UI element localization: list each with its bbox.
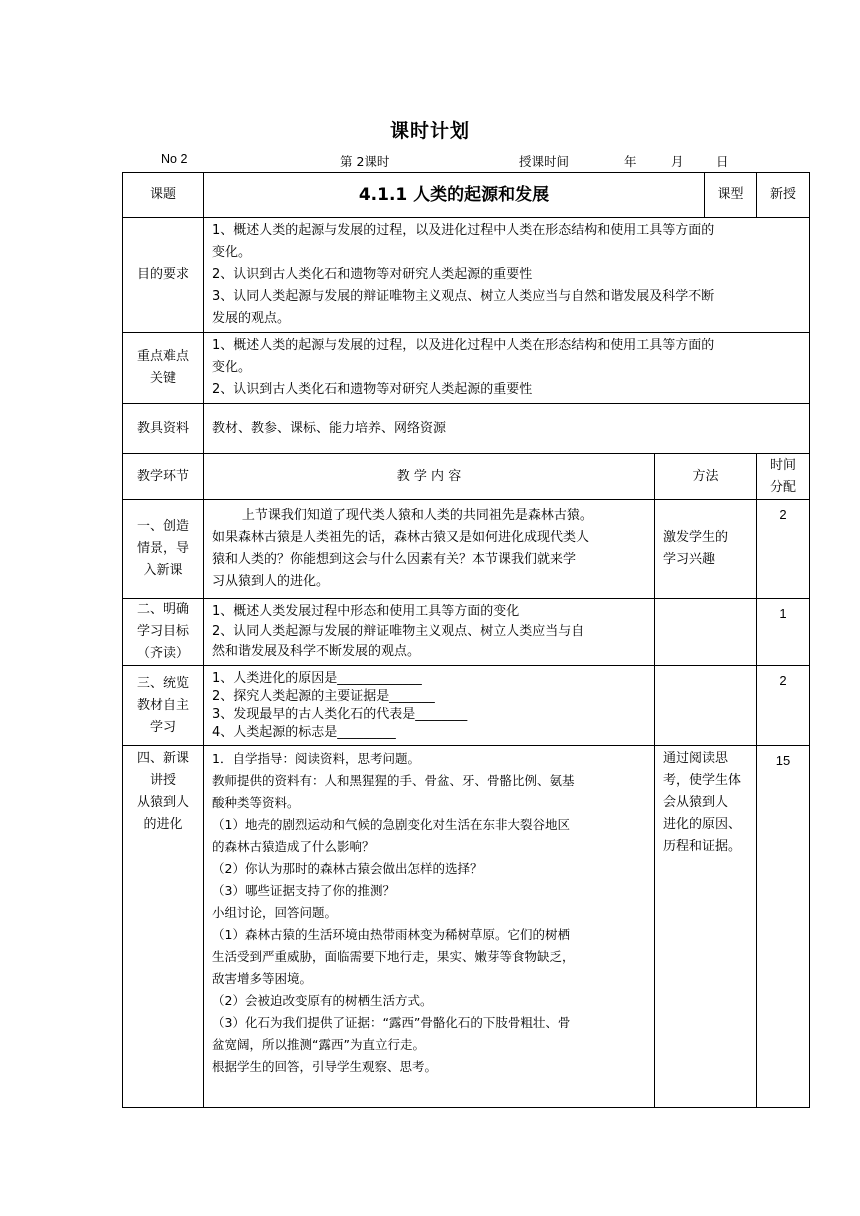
content-line: （2）你认为那时的森林古猿会做出怎样的选择？ <box>212 861 483 876</box>
section-stage <box>123 500 204 599</box>
materials-label: 教具资料 <box>123 404 204 454</box>
table-header-row <box>123 454 810 500</box>
stage-line: （齐读） <box>136 646 189 661</box>
stage-line: 的进化 <box>143 817 183 832</box>
stage-line: 从猿到人 <box>136 795 189 810</box>
goals-content <box>204 218 810 333</box>
section-time: 2 <box>757 666 810 746</box>
lesson-type-value: 新授 <box>757 173 810 218</box>
section-time: 15 <box>757 746 810 1108</box>
content-line: 酸种类等资料。 <box>212 795 300 810</box>
method-line: 历程和证据。 <box>663 839 742 854</box>
content-line: 1、人类进化的原因是_____________ <box>212 670 422 686</box>
content-line: 生活受到严重威胁，面临需要下地行走，果实、嫩芽等食物缺乏， <box>212 949 575 964</box>
goals-label: 目的要求 <box>123 218 204 333</box>
key-points-line: 1、概述人类的起源与发展的过程，以及进化过程中人类在形态结构和使用工具等方面的 <box>212 338 715 353</box>
page-title: 课时计划 <box>389 120 470 142</box>
section-stage <box>123 746 204 1108</box>
content-line: 盆宽阔，所以推测“露西”为直立行走。 <box>212 1037 425 1052</box>
method-line: 学习兴趣 <box>663 552 716 567</box>
stage-line: 入新课 <box>143 563 183 578</box>
content-line: （2）会被迫改变原有的树栖生活方式。 <box>212 993 433 1008</box>
materials-value: 教材、教参、课标、能力培养、网络资源 <box>204 404 810 454</box>
goals-line: 2、认识到古人类化石和遗物等对研究人类起源的重要性 <box>212 267 533 282</box>
materials-row <box>123 404 810 454</box>
section-stage <box>123 599 204 666</box>
section-method <box>655 599 757 666</box>
content-line: 3、发现最早的古人类化石的代表是________ <box>212 706 468 722</box>
section-content <box>204 666 655 746</box>
content-line: 习从猿到人的进化。 <box>212 574 330 589</box>
section-method <box>655 500 757 599</box>
teaching-time-label: 授课时间 <box>519 154 570 169</box>
stage-line: 教材自主 <box>136 697 189 713</box>
stage-line: 情景，导 <box>136 541 189 556</box>
content-line: 上节课我们知道了现代类人猿和人类的共同祖先是森林古猿。 <box>241 508 593 523</box>
key-points-line: 变化。 <box>212 360 252 375</box>
content-line: 4、人类起源的标志是_________ <box>212 724 396 740</box>
method-line: 会从猿到人 <box>663 795 729 810</box>
content-line: 然和谐发展及科学不断发展的观点。 <box>212 644 421 659</box>
content-line: 根据学生的回答，引导学生观察、思考。 <box>212 1059 438 1074</box>
method-line: 激发学生的 <box>663 530 729 545</box>
section-content <box>204 746 655 1108</box>
stage-line: 一、创造 <box>136 519 189 534</box>
goals-line: 3、认同人类起源与发展的辩证唯物主义观点、树立人类应当与自然和谐发展及科学不断 <box>212 289 715 304</box>
content-line: 2、认同人类起源与发展的辩证唯物主义观点、树立人类应当与自 <box>212 624 585 639</box>
goals-line: 1、概述人类的起源与发展的过程，以及进化过程中人类在形态结构和使用工具等方面的 <box>212 223 715 238</box>
section-content <box>204 599 655 666</box>
topic-row <box>123 173 810 218</box>
day-label: 日 <box>716 154 729 169</box>
year-label: 年 <box>624 154 637 169</box>
stage-line: 四、新课 <box>136 751 189 766</box>
header-time-line: 分配 <box>770 479 797 495</box>
month-label: 月 <box>671 154 684 169</box>
topic-title: 4.1.1 人类的起源和发展 <box>204 173 705 218</box>
section-method <box>655 746 757 1108</box>
header-time <box>757 454 810 500</box>
stage-line: 三、统览 <box>136 675 189 691</box>
stage-line: 学习 <box>149 719 176 735</box>
content-line: 2、探究人类起源的主要证据是_______ <box>212 688 435 704</box>
content-line: 小组讨论，回答问题。 <box>212 905 338 920</box>
content-line: 如果森林古猿是人类祖先的话，森林古猿又是如何进化成现代类人 <box>212 530 590 545</box>
header-method: 方法 <box>655 454 757 500</box>
header-content: 教 学 内 容 <box>204 454 655 500</box>
content-line: 1、概述人类发展过程中形态和使用工具等方面的变化 <box>212 604 520 619</box>
key-points-label-line: 重点难点 <box>136 349 189 364</box>
content-line: （3）化石为我们提供了证据：“露西”骨骼化石的下肢骨粗壮、骨 <box>212 1015 571 1030</box>
stage-line: 学习目标 <box>136 624 189 639</box>
goals-row <box>123 218 810 333</box>
key-points-row <box>123 333 810 404</box>
header-time-line: 时间 <box>770 457 797 473</box>
stage-line: 二、明确 <box>136 602 189 617</box>
method-line: 进化的原因、 <box>663 817 742 832</box>
key-points-label <box>123 333 204 404</box>
header-stage: 教学环节 <box>123 454 204 500</box>
content-line: （1）地壳的剧烈运动和气候的急剧变化对生活在东非大裂谷地区 <box>212 817 570 832</box>
goals-line: 变化。 <box>212 245 252 260</box>
key-points-content <box>204 333 810 404</box>
section-time: 2 <box>757 500 810 599</box>
section-row <box>123 746 810 1108</box>
key-points-line: 2、认识到古人类化石和遗物等对研究人类起源的重要性 <box>212 382 533 397</box>
content-line: 猿和人类的？你能想到这会与什么因素有关？本节课我们就来学 <box>212 552 577 567</box>
content-line: 的森林古猿造成了什么影响？ <box>212 839 375 854</box>
method-line: 考，使学生体 <box>663 773 742 788</box>
topic-label: 课题 <box>123 173 204 218</box>
section-row <box>123 666 810 746</box>
section-time: 1 <box>757 599 810 666</box>
goals-line: 发展的观点。 <box>212 311 291 326</box>
content-line: 教师提供的资料有：人和黑猩猩的手、骨盆、牙、骨骼比例、氨基 <box>212 773 575 788</box>
lesson-plan-table <box>122 172 810 1108</box>
lesson-number: No 2 <box>161 152 188 166</box>
content-line: 敌害增多等困境。 <box>212 971 313 986</box>
method-line: 通过阅读思 <box>663 751 729 766</box>
section-row <box>123 599 810 666</box>
key-points-label-line: 关键 <box>149 371 176 386</box>
stage-line: 讲授 <box>149 773 176 788</box>
lesson-type-label: 课型 <box>705 173 757 218</box>
lesson-period: 第 2课时 <box>340 154 390 169</box>
section-row <box>123 500 810 599</box>
content-line: （1）森林古猿的生活环境由热带雨林变为稀树草原。它们的树栖 <box>212 927 570 942</box>
section-method <box>655 666 757 746</box>
content-line: 1．自学指导：阅读资料，思考问题。 <box>212 751 420 766</box>
section-content <box>204 500 655 599</box>
section-stage <box>123 666 204 746</box>
content-line: （3）哪些证据支持了你的推测？ <box>212 883 395 898</box>
